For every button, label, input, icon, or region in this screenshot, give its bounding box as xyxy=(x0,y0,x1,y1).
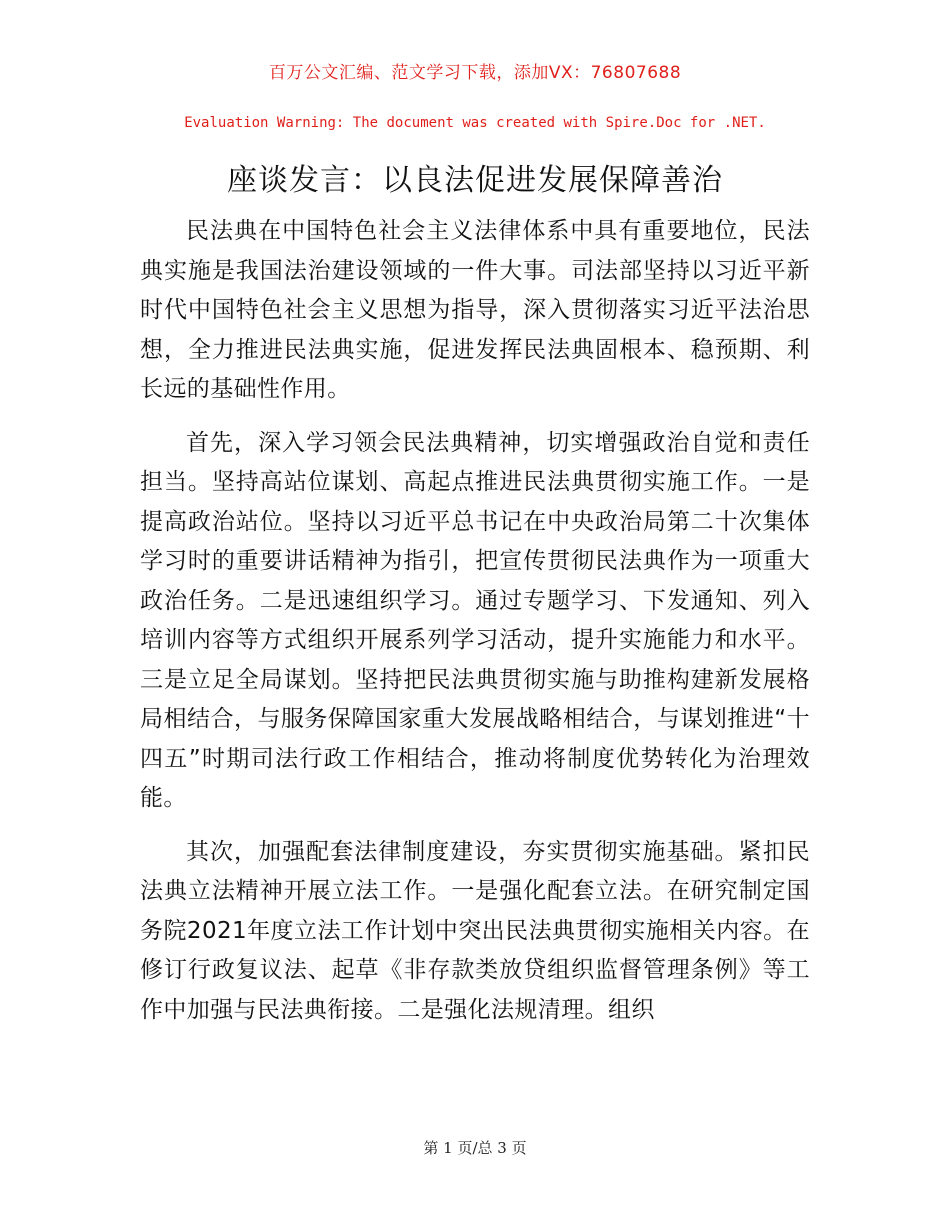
promo-header: 百万公文汇编、范文学习下载，添加VX：76807688 xyxy=(268,63,682,83)
evaluation-warning: Evaluation Warning: The document was created with Spire.Doc for .NET. xyxy=(184,115,766,131)
body-paragraph: 首先，深入学习领会民法典精神，切实增强政治自觉和责任担当。坚持高站位谋划、高起点推进民法典贯彻实施工作。一是提高政治站位。坚持以习近平总书记在中央政治局第二十次集体学习时的重要讲话精神为指引，把宣传贯彻民法典作为一项重大政治任务。二是迅速组织学习。通过专题学习、下发通知、列入培训内容等方式组织开展系列学习活动，提升实施能力和水平。三是立足全局谋划。坚持把民法典贯彻实施与助推构建新发展格局相结合，与服务保障国家重大发展战略相结合，与谋划推进“十四五”时期司法行政工作相结合，推动将制度优势转化为治理效能。 xyxy=(140,429,810,811)
body-paragraph: 民法典在中国特色社会主义法律体系中具有重要地位，民法典实施是我国法治建设领域的一件大事。司法部坚持以习近平新时代中国特色社会主义思想为指导，深入贯彻落实习近平法治思想，全力推进民法典实施，促进发挥民法典固根本、稳预期、利长远的基础性作用。 xyxy=(140,218,810,402)
body-paragraph: 其次，加强配套法律制度建设，夯实贯彻实施基础。紧扣民法典立法精神开展立法工作。一是强化配套立法。在研究制定国务院2021年度立法工作计划中突出民法典贯彻实施相关内容。在修订行政复议法、起草《非存款类放贷组织监督管理条例》等工作中加强与民法典衔接。二是强化法规清理。组织 xyxy=(140,838,810,1023)
document-title: 座谈发言：以良法促进发展保障善治 xyxy=(227,163,723,198)
page-number-footer: 第 1 页/总 3 页 xyxy=(423,1139,527,1157)
document-body xyxy=(140,212,810,1044)
